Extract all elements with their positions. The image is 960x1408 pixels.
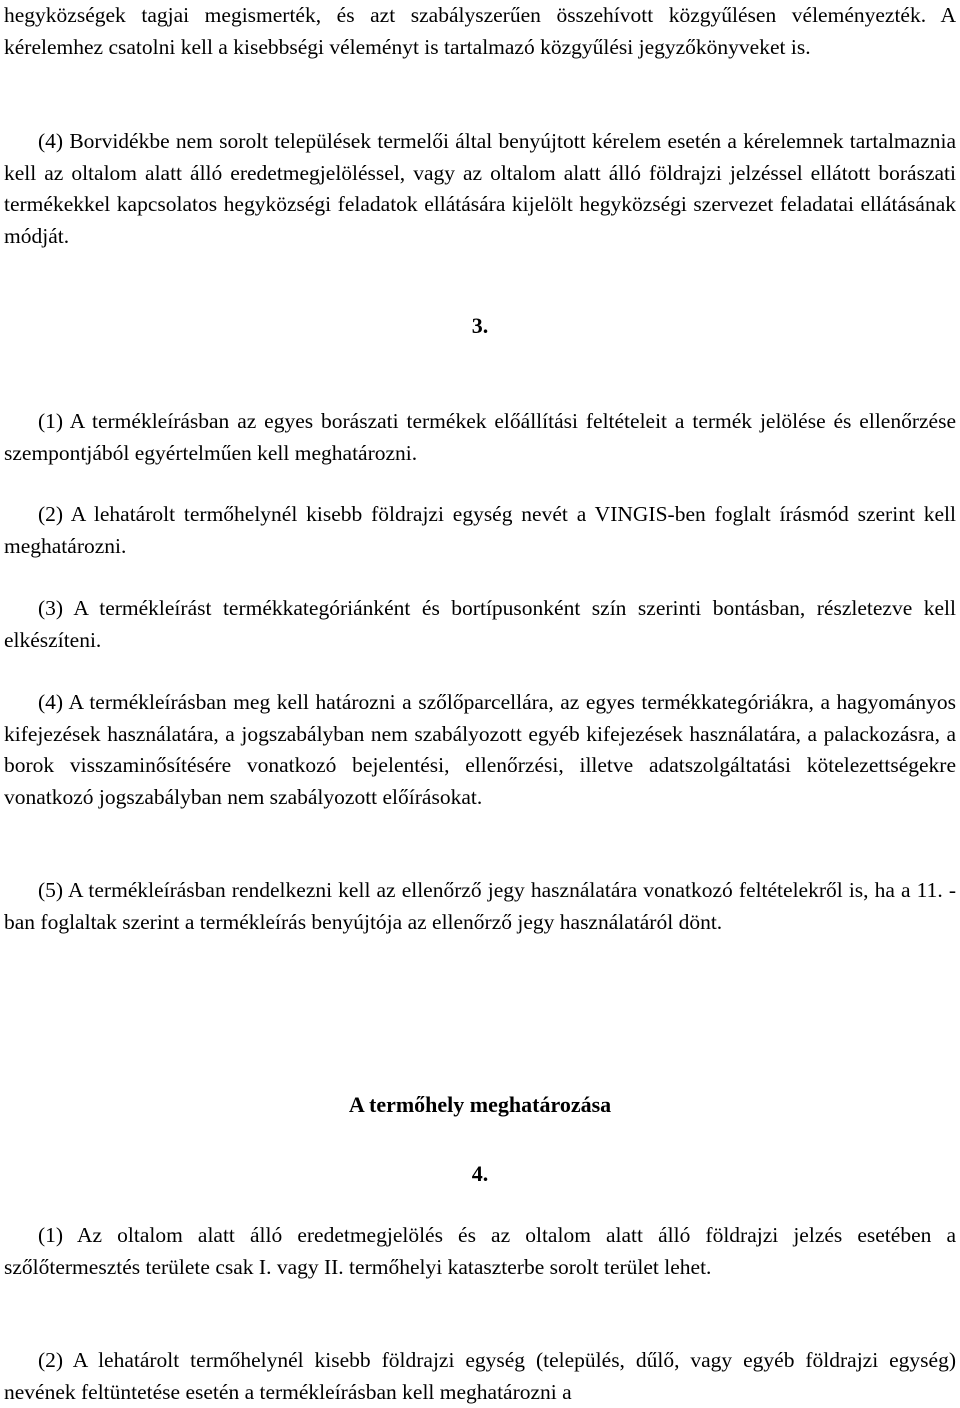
section-number: 4. (471, 1161, 489, 1186)
paragraph-text: (5) A termékleírásban rendelkezni kell az ellenőrző jegy használatára vonatkozó feltételekről is, ha a 11. -ban foglaltak szerint a termékleírás benyújtója az ellenőrző jegy használatáról dönt. (4, 878, 956, 934)
paragraph-text: (4) Borvidékbe nem sorolt települések termelői által benyújtott kérelem esetén a kérelemnek tartalmaznia kell az oltalom alatt álló eredetmegjelöléssel, vagy az oltalom alatt álló földrajzi jelzéssel ellátott borászati termékekkel kapcsolatos hegyközségi feladatok ellátására kijelölt hegyközségi szervezet feladatai ellátásának módját. (4, 129, 956, 248)
document-page (4, 0, 956, 1408)
paragraph-continuation (4, 0, 956, 63)
paragraph-2-4 (4, 126, 956, 252)
paragraph-text: (2) A lehatárolt termőhelynél kisebb földrajzi egység (település, dűlő, vagy egyéb földrajzi egység) nevének feltüntetése esetén a termékleírásban kell meghatározni a (4, 1348, 956, 1404)
chapter-title-text: A termőhely meghatározása (348, 1092, 612, 1117)
paragraph-text: (3) A termékleírást termékkategóriánként és bortípusonként szín szerinti bontásban, részletezve kell elkészíteni. (4, 596, 956, 652)
section-4-heading (4, 1158, 956, 1190)
paragraph-text: (2) A lehatárolt termőhelynél kisebb földrajzi egység nevét a VINGIS-ben foglalt írásmód szerint kell meghatározni. (4, 502, 956, 558)
paragraph-text: hegyközségek tagjai megismerték, és azt szabályszerűen összehívott közgyűlésen véleményezték. A kérelemhez csatolni kell a kisebbségi véleményt is tartalmazó közgyűlési jegyzőkönyveket is. (4, 3, 956, 59)
paragraph-3-3 (4, 593, 956, 656)
paragraph-text: (4) A termékleírásban meg kell határozni a szőlőparcellára, az egyes termékkategóriákra, a hagyományos kifejezések használatára, a jogszabályban nem szabályozott egyéb kifejezések használatára, a palackozásra, a borok visszaminősítésére vonatkozó bejelentési, ellenőrzési, illetve adatszolgáltatási kötelezettségekre vonatkozó jogszabályban nem szabályozott előírásokat. (4, 690, 956, 809)
paragraph-3-4 (4, 687, 956, 813)
chapter-title (4, 1089, 956, 1121)
paragraph-4-1 (4, 1220, 956, 1283)
paragraph-4-2 (4, 1345, 956, 1408)
section-number: 3. (471, 313, 489, 338)
paragraph-text: (1) A termékleírásban az egyes borászati termékek előállítási feltételeit a termék jelölése és ellenőrzése szempontjából egyértelműen kell meghatározni. (4, 409, 956, 465)
paragraph-3-1 (4, 406, 956, 469)
paragraph-3-5 (4, 875, 956, 938)
section-3-heading (4, 310, 956, 342)
paragraph-3-2 (4, 499, 956, 562)
paragraph-text: (1) Az oltalom alatt álló eredetmegjelölés és az oltalom alatt álló földrajzi jelzés esetében a szőlőtermesztés területe csak I. vagy II. termőhelyi kataszterbe sorolt terület lehet. (4, 1223, 956, 1279)
